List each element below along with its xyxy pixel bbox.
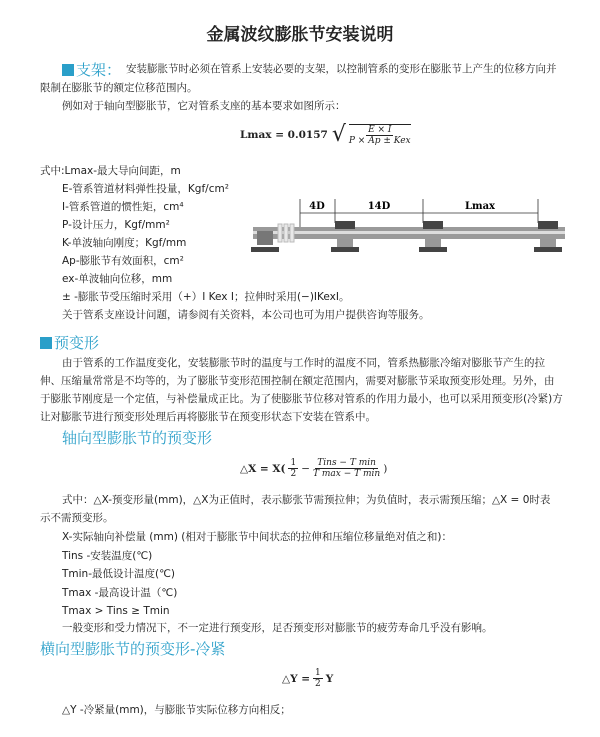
formula-numerator: 1 bbox=[315, 668, 321, 678]
def-line: 关于管系支座设计问题，请参阅有关资料，本公司也可为用户提供咨询等服务。 bbox=[62, 309, 430, 321]
formula-denominator: 2 bbox=[315, 679, 321, 689]
support-intro-2: 限制在膨胀节的额定位移范围内。 bbox=[40, 82, 198, 94]
axial-line: Tmax -最高设计温（℃) bbox=[62, 587, 178, 599]
axial-line: 示不需预变形。 bbox=[40, 512, 114, 524]
axial-line: X-实际轴向补偿量 (mm) (相对于膨胀节中间状态的拉伸和压缩位移量绝对值之和)： bbox=[62, 531, 452, 543]
def-line: ex-单波轴向位移，mm bbox=[62, 273, 173, 285]
support-diagram bbox=[245, 195, 570, 295]
lmax-formula bbox=[240, 122, 414, 147]
support-heading-text: 支架： bbox=[76, 61, 122, 79]
formula-lhs: △Y = bbox=[282, 672, 311, 685]
label-lmax: Lmax bbox=[464, 201, 496, 212]
square-bullet-icon bbox=[62, 64, 74, 76]
support-heading bbox=[62, 59, 121, 80]
paragraph-line: 伸、压缩量常常是不均等的，为了膨胀节变形范围控制在额定范围内，需要对膨胀节采取预变形处理。另外，由 bbox=[40, 375, 555, 387]
lateral-formula bbox=[282, 668, 333, 689]
def-line: Ap-膨胀节有效面积，cm² bbox=[62, 255, 184, 267]
sqrt-icon: √ bbox=[331, 122, 346, 147]
def-line: I-管系管道的惯性矩，cm⁴ bbox=[62, 201, 184, 213]
formula-denominator: T max − T min bbox=[313, 469, 381, 479]
formula-lhs: △X = X( bbox=[240, 462, 286, 475]
predeform-heading bbox=[40, 332, 99, 353]
page-title: 金属波纹膨胀节安装说明 bbox=[206, 25, 394, 45]
formula-denominator: P × Ap ± Kex bbox=[348, 135, 411, 146]
paragraph-line: 由于管系的工作温度变化，安装膨胀节时的温度与工作时的温度不同，管系热膨胀冷缩对膨胀节产生的拉 bbox=[62, 357, 545, 369]
close-paren: ) bbox=[383, 462, 388, 475]
label-14d: 14D bbox=[367, 201, 391, 212]
axial-line: Tmin-最低设计温度(℃) bbox=[62, 568, 175, 580]
lateral-line: △Y -冷紧量(mm)，与膨胀节实际位移方向相反； bbox=[62, 704, 291, 716]
formula-rhs: Y bbox=[325, 672, 334, 685]
def-line: K-单波轴向刚度；Kgf/mm bbox=[62, 237, 187, 249]
lateral-heading: 横向型膨胀节的预变形-冷紧 bbox=[40, 640, 226, 658]
formula-lhs: Lmax = 0.0157 bbox=[240, 128, 328, 141]
def-line: 式中:Lmax-最大导向间距，m bbox=[40, 165, 181, 177]
minus: − bbox=[301, 462, 310, 475]
predeform-heading-text: 预变形 bbox=[54, 334, 100, 352]
def-line: E-管系管道材料弹性投量，Kgf/cm² bbox=[62, 183, 229, 195]
square-bullet-icon bbox=[40, 337, 52, 349]
half-den: 2 bbox=[290, 469, 297, 479]
axial-heading: 轴向型膨胀节的预变形 bbox=[62, 429, 213, 447]
label-4d: 4D bbox=[309, 201, 325, 212]
axial-line: Tins -安装温度(℃) bbox=[62, 550, 153, 562]
def-line: ± -膨胀节受压缩时采用（+）I Kex I；拉伸时采用(−)IKexI。 bbox=[62, 291, 350, 303]
axial-line: 式中：△X-预变形量(mm)，△X为正值时，表示膨张节需预拉伸；为负值时，表示需预压缩；△X = 0时表 bbox=[62, 494, 551, 506]
axial-line: 一般变形和受力情况下，不一定进行预变形，足否预变形对膨胀节的疲劳寿命几乎没有影响。 bbox=[62, 622, 493, 634]
half-num: 1 bbox=[290, 458, 297, 468]
def-line: P-设计压力，Kgf/mm² bbox=[62, 219, 170, 231]
paragraph-line: 于膨胀节刚度是一个定值，与补偿量成正比。为了使膨胀节位移对管系的作用力最小，也可以采用预变形(冷紧)方 bbox=[40, 393, 563, 405]
paragraph-line: 让对膨胀节进行预变形处理后再将膨胀节在预变形状态下安装在管系中。 bbox=[40, 411, 376, 423]
support-example: 例如对于轴向型膨胀节，它对管系支座的基本要求如图所示： bbox=[62, 100, 346, 112]
formula-numerator: E × I bbox=[368, 124, 392, 135]
bellows bbox=[278, 224, 294, 242]
formula-numerator: Tins − T min bbox=[317, 458, 376, 468]
support-intro-1: 安装膨胀节时必须在管系上安装必要的支架，以控制管系的变形在膨胀节上产生的位移方向并 bbox=[126, 63, 557, 75]
axial-line: Tmax > Tins ≥ Tmin bbox=[62, 605, 170, 617]
axial-formula bbox=[240, 458, 387, 479]
